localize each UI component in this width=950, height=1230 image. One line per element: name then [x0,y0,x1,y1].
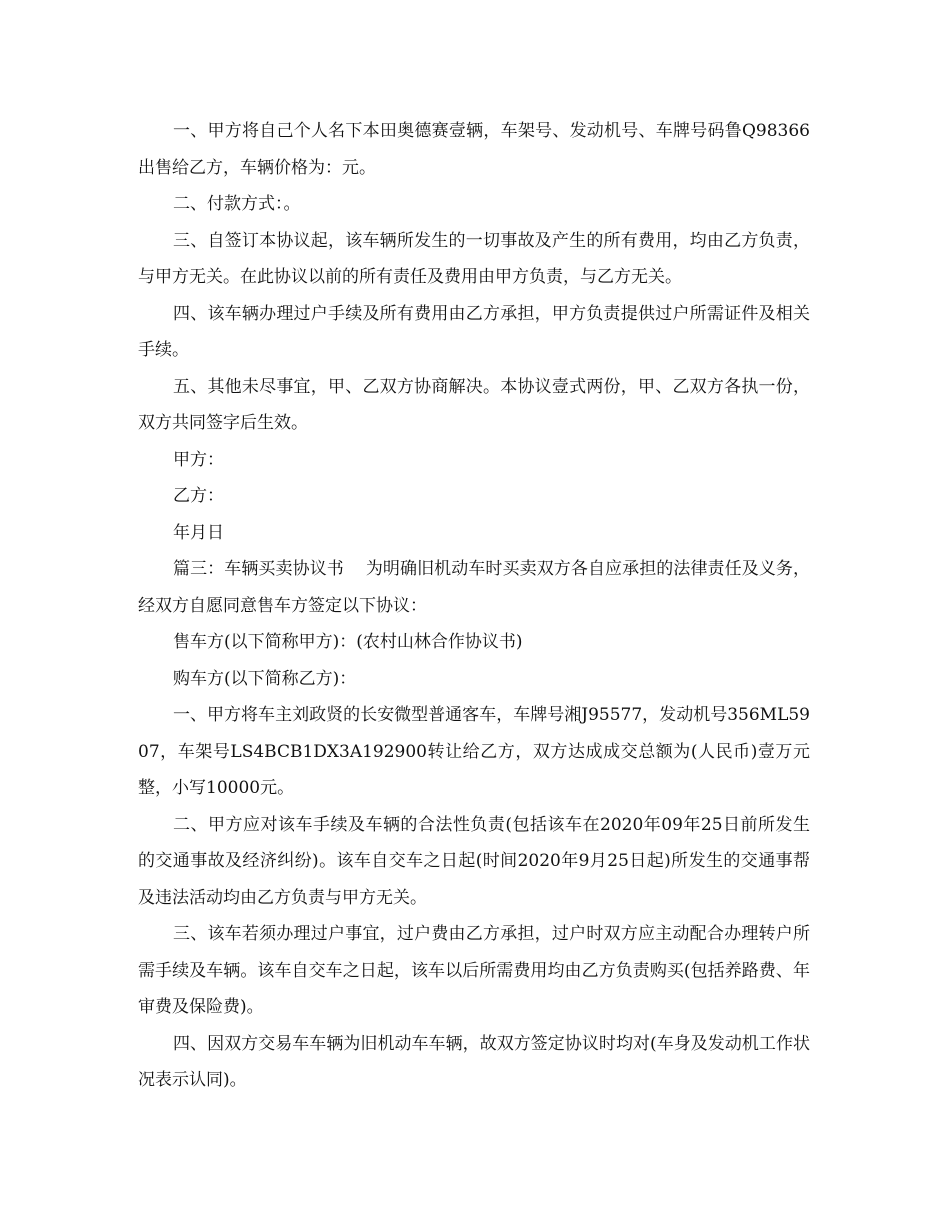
clause-4-transfer: 四、该车辆办理过户手续及所有费用由乙方承担，甲方负责提供过户所需证件及相关手续。 [138,303,810,360]
section-3-heading: 篇三：车辆买卖协议书 为明确旧机动车时买卖双方各自应承担的法律责任及义务，经双方自愿同意售车方签定以下协议： [138,559,810,616]
document-body [138,113,810,1099]
clause-2-payment: 二、付款方式：。 [173,194,301,214]
seller-line: 售车方(以下简称甲方)：(农村山林合作协议书) [173,632,523,652]
party-b-signature-line: 乙方： [173,486,224,506]
clause-1-sale: 一、甲方将自己个人名下本田奥德赛壹辆，车架号、发动机号、车牌号码鲁Q98366出售给乙方，车辆价格为：元。 [138,121,810,178]
agreement-clause-1: 一、甲方将车主刘政贤的长安微型普通客车，车牌号湘J95577，发动机号356ML5907，车架号LS4BCB1DX3A192900转让给乙方，双方达成成交总额为(人民币)壹万元整，小写10000元。 [138,705,810,798]
party-a-signature-line: 甲方： [173,449,224,470]
agreement-clause-3: 三、该车若须办理过户事宜，过户费由乙方承担，过户时双方应主动配合办理转户所需手续及车辆。该车自交车之日起，该车以后所需费用均由乙方负责购买(包括养路费、年审费及保险费)。 [138,924,810,1017]
agreement-clause-2: 二、甲方应对该车手续及车辆的合法性负责(包括该车在2020年09年25日前所发生的交通事故及经济纠纷)。该车自交车之日起(时间2020年9月25日起)所发生的交通事帮及违法活动均由乙方负责与甲方无关。 [138,814,810,908]
buyer-line: 购车方(以下简称乙方)： [173,668,357,689]
clause-3-liability: 三、自签订本协议起，该车辆所发生的一切事故及产生的所有费用，均由乙方负责，与甲方无关。在此协议以前的所有责任及费用由甲方负责，与乙方无关。 [138,230,810,287]
date-line: 年月日 [173,522,224,543]
clause-5-other: 五、其他未尽事宜，甲、乙双方协商解决。本协议壹式两份，甲、乙双方各执一份，双方共同签字后生效。 [138,376,810,433]
agreement-clause-4: 四、因双方交易车车辆为旧机动车车辆，故双方签定协议时均对(车身及发动机工作状况表示认同)。 [138,1033,810,1090]
